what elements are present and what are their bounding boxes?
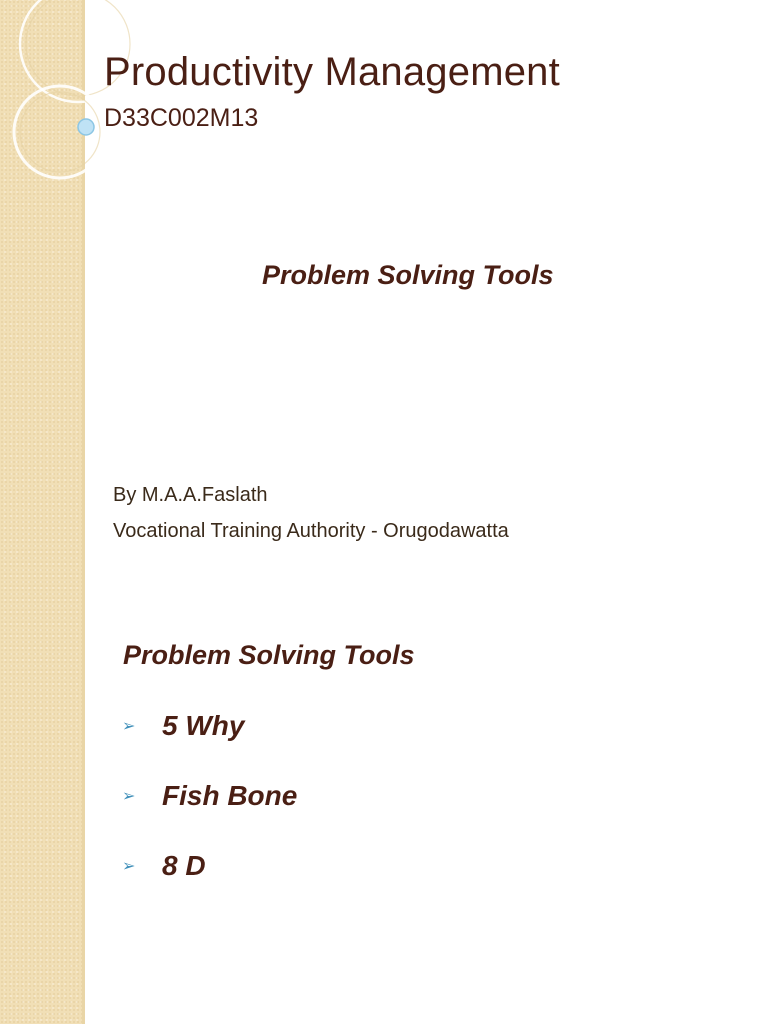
slide-subtitle: Problem Solving Tools bbox=[262, 260, 554, 290]
list-item bbox=[122, 706, 297, 746]
decorative-rings-icon bbox=[0, 0, 140, 200]
tool-label-5-why: 5 Why bbox=[162, 710, 245, 741]
arrow-bullet-icon: ➢ bbox=[122, 788, 136, 805]
tools-heading: Problem Solving Tools bbox=[123, 640, 415, 670]
organization-line: Vocational Training Authority - Orugodawatta bbox=[113, 520, 509, 542]
list-item bbox=[122, 776, 297, 816]
blue-dot-icon bbox=[78, 119, 94, 135]
author-line: By M.A.A.Faslath bbox=[113, 484, 268, 506]
slide-title: Productivity Management bbox=[104, 50, 560, 94]
tool-label-8-d: 8 D bbox=[162, 850, 206, 881]
course-code: D33C002M13 bbox=[104, 104, 259, 132]
tool-label-fish-bone: Fish Bone bbox=[162, 780, 298, 811]
arrow-bullet-icon: ➢ bbox=[122, 718, 136, 735]
tools-list bbox=[122, 706, 297, 886]
list-item bbox=[122, 846, 297, 886]
arrow-bullet-icon: ➢ bbox=[122, 858, 136, 875]
